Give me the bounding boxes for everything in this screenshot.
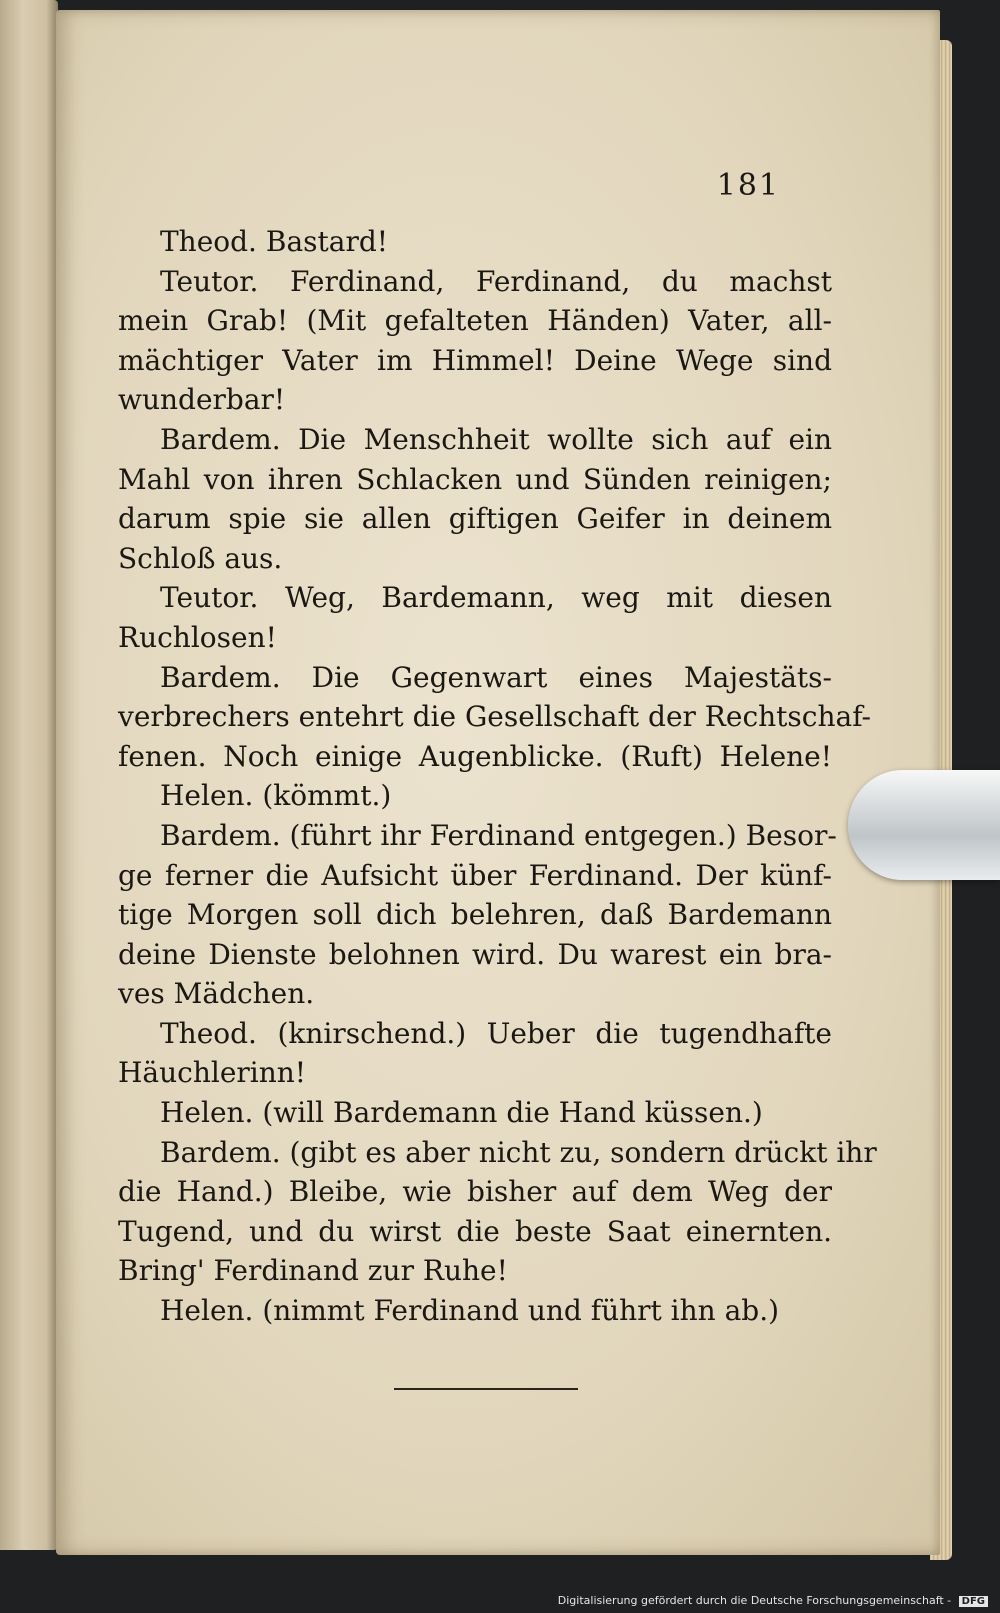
- text-line: Ruchlosen!: [118, 620, 277, 654]
- text-line: Theod. (knirschend.) Ueber die tugendhafte: [160, 1016, 832, 1050]
- dfg-logo: DFG: [959, 1596, 988, 1607]
- text-line: Häuchlerinn!: [118, 1056, 307, 1090]
- text-line: Bring' Ferdinand zur Ruhe!: [118, 1254, 508, 1288]
- text-line: mein Grab! (Mit gefalteten Händen) Vater, all-: [118, 304, 832, 338]
- text-line: Mahl von ihren Schlacken und Sünden reinigen;: [118, 462, 832, 496]
- text-line: Bardem. (führt ihr Ferdinand entgegen.) Besor-: [160, 818, 837, 852]
- text-line: ves Mädchen.: [118, 977, 315, 1011]
- text-line: verbrechers entehrt die Gesellschaft der Rechtschaf-: [118, 700, 872, 734]
- page-number: 181: [716, 168, 780, 203]
- book-page: [56, 10, 940, 1555]
- left-page-edge: [0, 0, 58, 1550]
- text-line: die Hand.) Bleibe, wie bisher auf dem Weg der: [118, 1175, 832, 1209]
- text-line: Bardem. Die Gegenwart eines Majestäts-: [160, 660, 832, 694]
- text-line: Teutor. Weg, Bardemann, weg mit diesen: [160, 581, 832, 615]
- text-line: Bardem. Die Menschheit wollte sich auf ein: [160, 422, 832, 456]
- text-line: Schloß aus.: [118, 541, 283, 575]
- credit-text: Digitalisierung gefördert durch die Deutsche Forschungsgemeinschaft -: [557, 1594, 952, 1607]
- text-line: Helen. (will Bardemann die Hand küssen.): [160, 1096, 763, 1130]
- text-line: tige Morgen soll dich belehren, daß Bardemann: [118, 898, 832, 932]
- text-line: Theod. Bastard!: [160, 225, 389, 258]
- text-line: deine Dienste belohnen wird. Du warest ein bra-: [118, 937, 832, 971]
- text-block: [118, 222, 877, 1331]
- text-line: Tugend, und du wirst die beste Saat einernten.: [118, 1214, 832, 1248]
- text-line: Bardem. (gibt es aber nicht zu, sondern drückt ihr: [160, 1135, 877, 1169]
- text-line: Helen. (kömmt.): [160, 779, 392, 813]
- text-line: fenen. Noch einige Augenblicke. (Ruft) Helene!: [118, 739, 832, 773]
- text-line: mächtiger Vater im Himmel! Deine Wege sind: [118, 343, 832, 377]
- text-line: darum spie sie allen giftigen Geifer in deinem: [118, 502, 832, 536]
- end-rule: [394, 1388, 578, 1390]
- text-line: wunderbar!: [118, 383, 286, 417]
- text-line: Helen. (nimmt Ferdinand und führt ihn ab.): [160, 1294, 780, 1328]
- digitization-credit: [558, 1594, 988, 1607]
- glass-page-clip: [848, 770, 1000, 880]
- text-line: Teutor. Ferdinand, Ferdinand, du machst: [160, 264, 832, 298]
- text-line: ge ferner die Aufsicht über Ferdinand. Der künf-: [118, 858, 832, 892]
